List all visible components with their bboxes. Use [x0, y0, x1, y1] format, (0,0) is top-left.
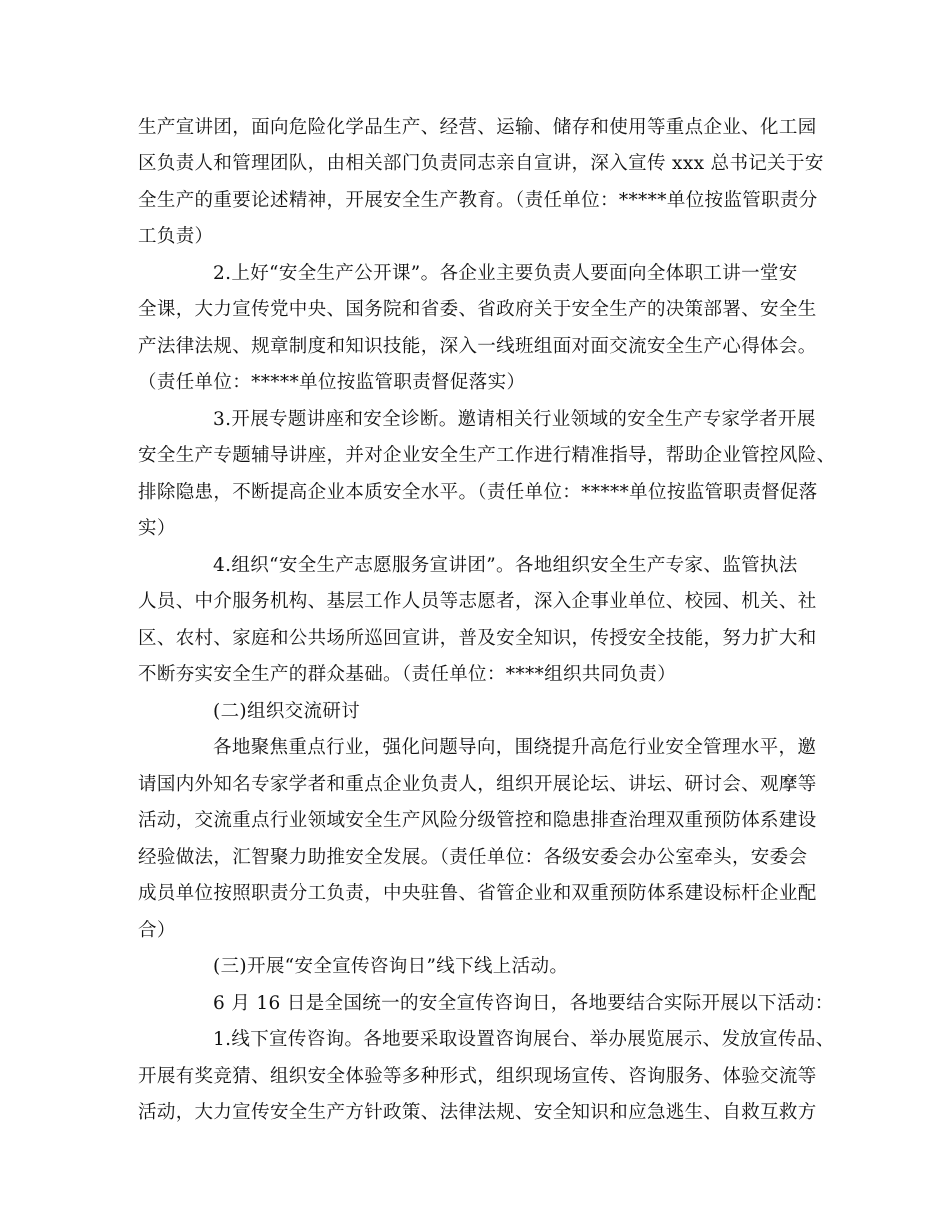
list-item-heading: 1.线下宣传咨询。各地要采取设置咨询展台、举办展览展示、发放宣传品、 [213, 1029, 835, 1050]
section-heading: (三)开展“安全宣传咨询日”线下线上活动。 [213, 956, 569, 977]
paragraph-line: 实） [138, 518, 176, 539]
list-item-heading: 3.开展专题讲座和安全诊断。邀请相关行业领域的安全生产专家学者开展 [213, 409, 816, 430]
paragraph-line: 6 月 16 日是全国统一的安全宣传咨询日，各地要结合实际开展以下活动： [213, 993, 834, 1014]
paragraph-line: 生产宣讲团，面向危险化学品生产、经营、运输、储存和使用等重点企业、化工园 [138, 117, 817, 138]
paragraph-line: 活动，大力宣传安全生产方针政策、法律法规、安全知识和应急逃生、自救互救方 [138, 1102, 817, 1123]
paragraph-line: 合） [138, 920, 176, 941]
paragraph-line: 安全生产专题辅导讲座，并对企业安全生产工作进行精准指导，帮助企业管控风险、 [138, 445, 836, 466]
paragraph-line: 开展有奖竞猜、组织安全体验等多种形式，组织现场宣传、咨询服务、体验交流等 [138, 1066, 817, 1087]
paragraph-line: 各地聚焦重点行业，强化问题导向，围绕提升高危行业安全管理水平，邀 [213, 737, 817, 758]
paragraph-line: 不断夯实安全生产的群众基础。（责任单位：****组织共同负责） [138, 664, 677, 685]
list-item-heading: 4.组织“安全生产志愿服务宣讲团”。各地组织安全生产专家、监管执法 [213, 555, 798, 576]
paragraph-line: 工负责） [138, 226, 214, 247]
paragraph-line: 产法律法规、规章制度和知识技能，深入一线班组面对面交流安全生产心得体会。 [138, 336, 817, 357]
paragraph-line: 区负责人和管理团队，由相关部门负责同志亲自宣讲，深入宣传 xxx 总书记关于安 [138, 153, 824, 174]
paragraph-line: （责任单位：*****单位按监管职责督促落实） [138, 372, 526, 393]
paragraph-line: 活动，交流重点行业领域安全生产风险分级管控和隐患排查治理双重预防体系建设 [138, 810, 817, 831]
paragraph-line: 排除隐患，不断提高企业本质安全水平。（责任单位：*****单位按监管职责督促落 [138, 482, 818, 503]
paragraph-line: 请国内外知名专家学者和重点企业负责人，组织开展论坛、讲坛、研讨会、观摩等 [138, 774, 817, 795]
paragraph-line: 区、农村、家庭和公共场所巡回宣讲，普及安全知识，传授安全技能，努力扩大和 [138, 628, 817, 649]
list-item-heading: 2.上好“安全生产公开课”。各企业主要负责人要面向全体职工讲一堂安 [213, 263, 798, 284]
paragraph-line: 人员、中介服务机构、基层工作人员等志愿者，深入企事业单位、校园、机关、社 [138, 591, 817, 612]
paragraph-line: 全课，大力宣传党中央、国务院和省委、省政府关于安全生产的决策部署、安全生 [138, 299, 817, 320]
section-heading: (二)组织交流研讨 [213, 701, 361, 722]
paragraph-line: 经验做法，汇智聚力助推安全发展。（责任单位：各级安委会办公室牵头，安委会 [138, 847, 808, 868]
paragraph-line: 成员单位按照职责分工负责，中央驻鲁、省管企业和双重预防体系建设标杆企业配 [138, 883, 817, 904]
paragraph-line: 全生产的重要论述精神，开展安全生产教育。（责任单位：*****单位按监管职责分 [138, 190, 818, 211]
